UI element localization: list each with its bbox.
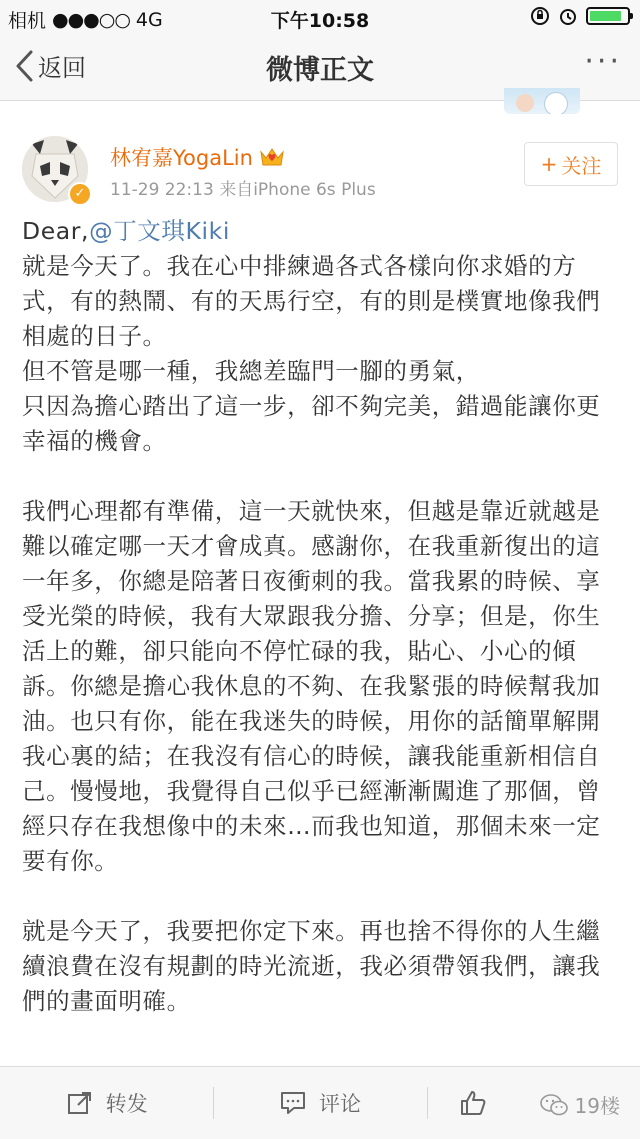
- paragraph-gap: [22, 459, 622, 494]
- thumb-shape: [516, 94, 534, 112]
- paragraph-gap: [22, 879, 622, 914]
- status-bar: [0, 0, 640, 34]
- watermark: [539, 1090, 620, 1119]
- post-paragraph: 我們心理都有準備，這一天就快來，但越是靠近就越是難以確定哪一天才會成真。感謝你，在我重新復出的這一年多，你總是陪著日夜衝刺的我。當我累的時候、享受光榮的時候，我有大眾跟我分擔、分享；但是，你生活上的難，卻只能向不停忙碌的我，貼心、小心的傾訴。你總是擔心我休息的不夠、在我緊張的時候幫我加油。也只有你，能在我迷失的時候，用你的話簡單解開我心裏的結；在我沒有信心的時候，讓我能重新相信自己。慢慢地，我覺得自己似乎已經漸漸闖進了那個，曾經只存在我想像中的未來…而我也知道，那個未來一定要有你。: [22, 497, 601, 875]
- post-greeting: Dear,: [22, 217, 90, 245]
- post-paragraph: 就是今天了。我在心中排練過各式各樣向你求婚的方式，有的熱鬧、有的天馬行空，有的則是樸實地像我們相處的日子。: [22, 252, 601, 350]
- post-paragraph: 但不管是哪一種，我總差臨門一腳的勇氣，: [22, 357, 480, 385]
- comment-label: 评论: [318, 1092, 361, 1116]
- follow-label: 关注: [561, 153, 602, 178]
- mention-link[interactable]: @丁文琪Kiki: [89, 217, 230, 245]
- battery-icon: [586, 7, 630, 25]
- status-time: 下午10:58: [270, 10, 370, 32]
- ad-thumbnail[interactable]: [504, 88, 580, 114]
- post-body: [22, 214, 622, 1019]
- watermark-text: 19楼: [574, 1094, 620, 1118]
- post-source: 来自iPhone 6s Plus: [219, 180, 376, 200]
- plus-icon: +: [540, 152, 558, 176]
- post-paragraph: 就是今天了，我要把你定下來。再也捨不得你的人生繼續浪費在沒有規劃的時光流逝，我必須帶領我們，讓我們的畫面明確。: [22, 917, 601, 1015]
- signal-strength: ●●●○○: [52, 8, 130, 31]
- comment-button[interactable]: [213, 1067, 426, 1139]
- repost-label: 转发: [105, 1092, 148, 1116]
- post-timestamp: 11-29 22:13: [110, 180, 214, 200]
- post-paragraph: 只因為擔心踏出了這一步，卻不夠完美，錯過能讓你更幸福的機會。: [22, 392, 601, 455]
- status-right: [530, 6, 630, 26]
- author-name[interactable]: 林宥嘉YogaLin: [110, 146, 253, 170]
- back-label: 返回: [38, 54, 86, 82]
- follow-button[interactable]: [524, 142, 618, 186]
- crown-badge-icon: [259, 146, 285, 168]
- post-meta: [110, 175, 376, 200]
- repost-icon: [66, 1089, 94, 1117]
- comment-icon: [279, 1089, 307, 1117]
- thumb-shape: [544, 92, 568, 114]
- status-carrier: 相机: [8, 10, 47, 32]
- battery-fill: [590, 11, 621, 21]
- repost-button[interactable]: [0, 1067, 213, 1139]
- author-name-row: [110, 142, 285, 172]
- wechat-logo-icon: [539, 1092, 569, 1118]
- alarm-icon: [558, 6, 578, 26]
- verified-badge-icon: ✓: [68, 182, 92, 206]
- post-greeting-line: [22, 214, 622, 249]
- page-title: 微博正文: [266, 55, 374, 86]
- network-type: 4G: [135, 8, 163, 31]
- thumbs-up-icon: [459, 1089, 487, 1117]
- orientation-lock-icon: [530, 6, 550, 26]
- more-button[interactable]: ···: [584, 44, 622, 79]
